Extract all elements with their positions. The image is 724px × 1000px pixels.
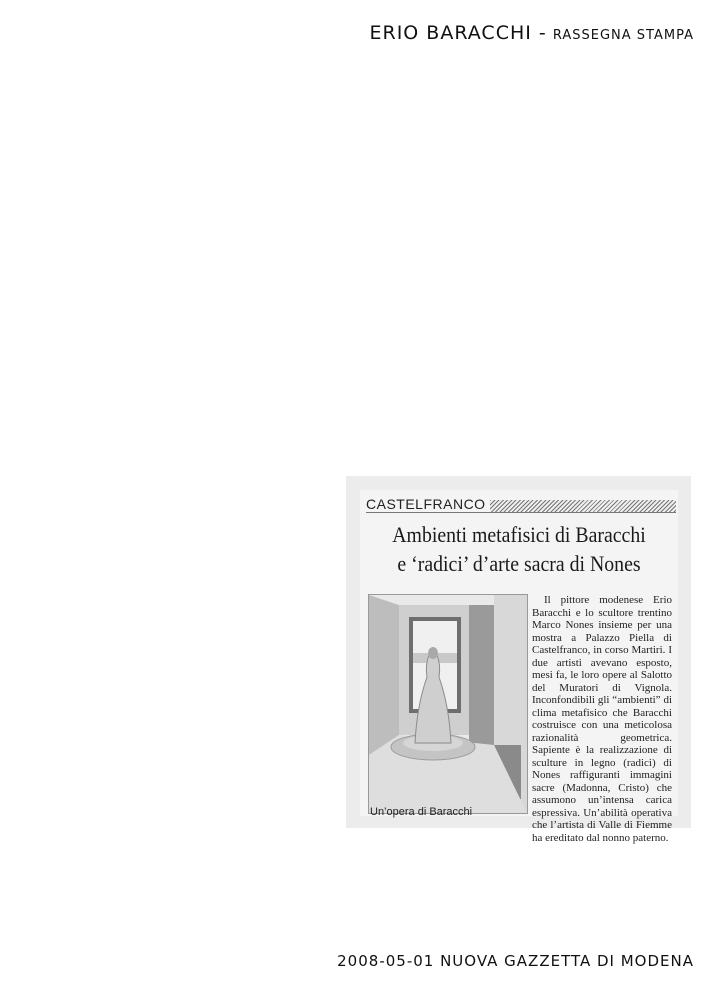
hatch-bar: [490, 500, 676, 512]
article-paragraph: Il pittore modenese Erio Baracchi e lo scultore trentino Marco Nones insieme per una mostra a Palazzo Piella di Castelfranco, in corso Martiri. I due artisti avevano esposto, mesi fa, le loro opere al Salotto del Muratori di Vignola. Inconfondibili gli “ambienti” di clima metafisico che Baracchi costruisce con una meticolosa razionalità geometrica. Sapiente è la realizzazione di sculture in legno (radici) di Nones raffiguranti immagini sacre (Madonna, Cristo) che assumono un’intensa carica espressiva. Un’abilità operativa che l’artista di Valle di Fiemme ha ereditato dal nonno paterno.: [532, 594, 672, 844]
page-header: [370, 22, 695, 44]
photo-caption: Un’opera di Baracchi: [370, 806, 473, 818]
kicker: CASTELFRANCO: [366, 496, 486, 512]
newspaper-clipping: [346, 476, 691, 844]
article-text: [532, 594, 672, 844]
kicker-rule: [366, 512, 676, 513]
page-footer: 2008-05-01 NUOVA GAZZETTA DI MODENA: [337, 952, 694, 970]
headline-line-2: e ‘radici’ d’arte sacra di Nones: [397, 551, 641, 576]
clipping-body: [360, 490, 678, 844]
headline-line-1: Ambienti metafisici di Baracchi: [392, 522, 646, 547]
headline: [376, 520, 662, 578]
artist-name: ERIO BARACCHI -: [369, 22, 547, 44]
artwork-photo: [368, 594, 528, 814]
painting-image: [369, 595, 527, 813]
section-title: RASSEGNA STAMPA: [552, 28, 694, 43]
